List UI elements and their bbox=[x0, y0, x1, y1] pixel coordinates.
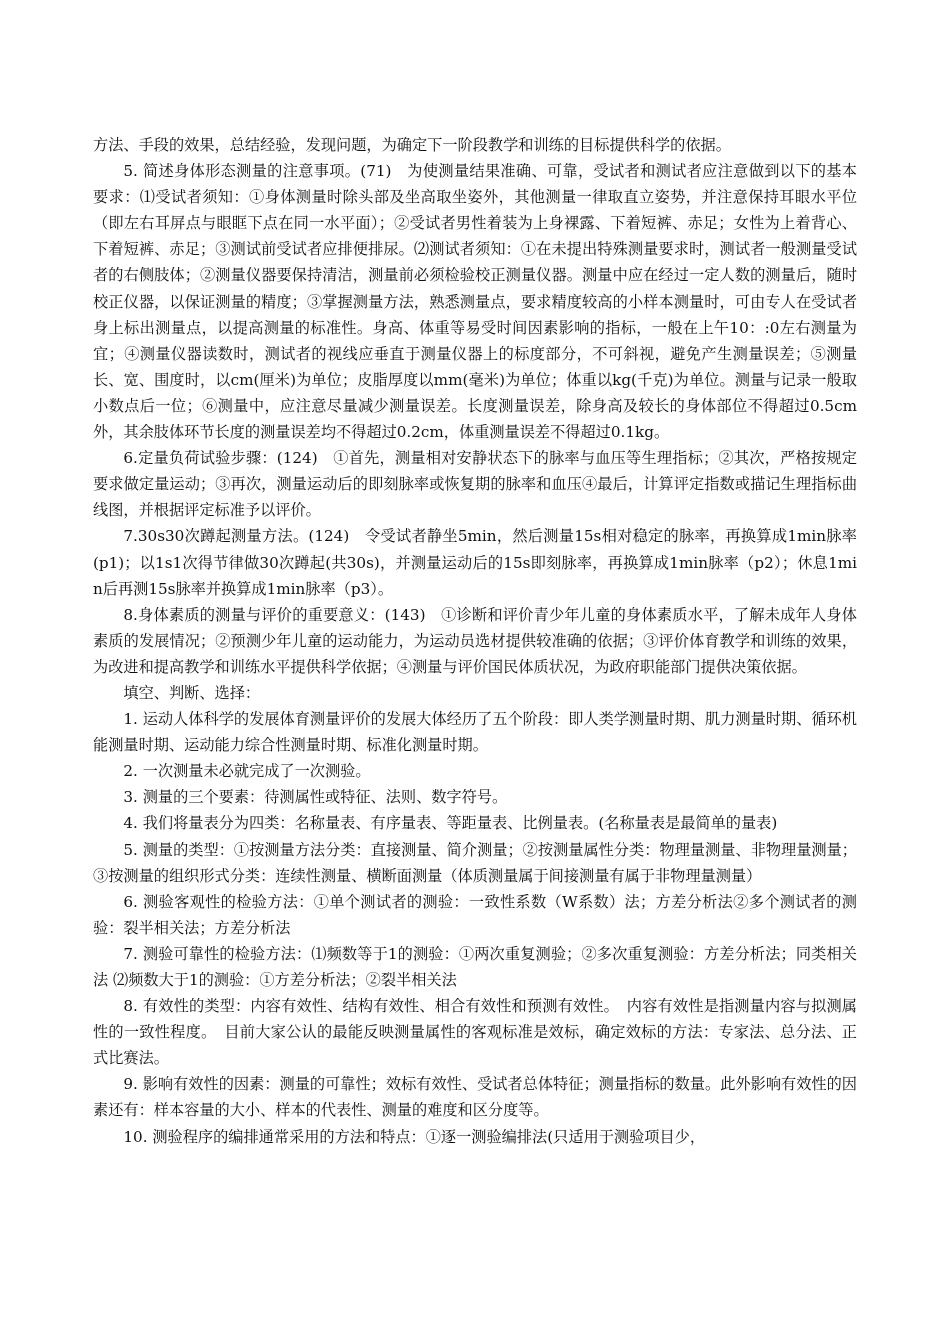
paragraph-q8-fitness-significance: 8.身体素质的测量与评价的重要意义：(143) ①诊断和评价青少年儿童的身体素质水平，了解未成年人身体素质的发展情况；②预测少年儿童的运动能力，为运动员选材提供较准确的依据；③评价体育教学和训练的效果，为改进和提高教学和训练水平提供科学依据；④测量与评价国民体质状况，为政府职能部门提供决策依据。 bbox=[93, 605, 857, 676]
item-3: 3. 测量的三个要素：待测属性或特征、法则、数字符号。 bbox=[123, 788, 508, 807]
item-7: 7. 测验可靠性的检验方法：⑴频数等于1的测验：①两次重复测验；②多次重复测验：方差分析法；同类相关法 ⑵频数大于1的测验：①方差分析法；②裂半相关法 bbox=[93, 944, 857, 989]
paragraph-q5-body-measurement: 5. 简述身体形态测量的注意事项。(71) 为使测量结果准确、可靠，受试者和测试者应注意做到以下的基本要求：⑴受试者须知：①身体测量时除头部及坐高取坐姿外，其他测量一律取直立姿势，并注意保持耳眼水平位（即左右耳屏点与眼眶下点在同一水平面）；②受试者男性着装为上身裸露、下着短裤、赤足；女性为上着背心、下着短裤、赤足；③测试前受试者应排便排尿。⑵测试者须知：①在未提出特殊测量要求时，测试者一般测量受试者的右侧肢体；②测量仪器要保持清洁，测量前必须检验校正测量仪器。测量中应在经过一定人数的测量后，随时校正仪器，以保证测量的精度；③掌握测量方法，熟悉测量点，要求精度较高的小样本测量时，可由专人在受试者身上标出测量点，以提高测量的标准性。身高、体重等易受时间因素影响的指标，一般在上午10：:0左右测量为宜；④测量仪器读数时，测试者的视线应垂直于测量仪器上的标度部分，不可斜视，避免产生测量误差；⑤测量长、宽、围度时，以cm(厘米)为单位；皮脂厚度以mm(毫米)为单位；体重以kg(千克)为单位。测量与记录一般取小数点后一位；⑥测量中，应注意尽量减少测量误差。长度测量误差，除身高及较长的身体部位不得超过0.5cm外，其余肢体环节长度的测量误差均不得超过0.2cm，体重测量误差不得超过0.1kg。 bbox=[93, 162, 857, 442]
item-10: 10. 测验程序的编排通常采用的方法和特点：①逐一测验编排法(只适用于测验项目少， bbox=[123, 1127, 706, 1146]
item-5: 5. 测量的类型：①按测量方法分类：直接测量、简介测量；②按测量属性分类：物理量测量、非物理量测量；③按测量的组织形式分类：连续性测量、横断面测量（体质测量属于间接测量有属于非物理量测量） bbox=[93, 840, 857, 885]
item-6: 6. 测验客观性的检验方法：①单个测试者的测验：一致性系数（W系数）法；方差分析法②多个测试者的测验：裂半相关法；方差分析法 bbox=[93, 892, 857, 937]
paragraph-q6-load-test: 6.定量负荷试验步骤：(124) ①首先，测量相对安静状态下的脉率与血压等生理指标；②其次，严格按规定要求做定量运动；③再次，测量运动后的即刻脉率或恢复期的脉率和血压④最后，计算评定指数或描记生理指标曲线图，并根据评定标准予以评价。 bbox=[93, 449, 857, 520]
item-2: 2. 一次测量未必就完成了一次测验。 bbox=[123, 762, 371, 781]
section-heading-fill-judge-choice: 填空、判断、选择： bbox=[123, 683, 261, 702]
item-1: 1. 运动人体科学的发展体育测量评价的发展大体经历了五个阶段：即人类学测量时期、肌力测量时期、循环机能测量时期、运动能力综合性测量时期、标准化测量时期。 bbox=[93, 710, 857, 755]
document-page bbox=[93, 132, 857, 1150]
paragraph-continuation: 方法、手段的效果，总结经验，发现问题，为确定下一阶段教学和训练的目标提供科学的依据。 bbox=[93, 136, 731, 154]
item-8: 8. 有效性的类型：内容有效性、结构有效性、相合有效性和预测有效性。 内容有效性是指测量内容与拟测属性的一致性程度。 目前大家公认的最能反映测量属性的客观标准是效标，确定效标的方法：专家法、总分法、正式比赛法。 bbox=[93, 997, 857, 1068]
paragraph-q7-squat-test: 7.30s30次蹲起测量方法。(124) 令受试者静坐5min，然后测量15s相对稳定的脉率，再换算成1min脉率(p1)；以1s1次得节律做30次蹲起(共30s)，并测量运动后的15s即刻脉率，再换算成1min脉率（p2）；休息1min后再测15s脉率并换算成1min脉率（p3）。 bbox=[93, 527, 857, 598]
item-4: 4. 我们将量表分为四类：名称量表、有序量表、等距量表、比例量表。(名称量表是最简单的量表) bbox=[123, 814, 778, 833]
item-9: 9. 影响有效性的因素：测量的可靠性；效标有效性、受试者总体特征；测量指标的数量。此外影响有效性的因素还有：样本容量的大小、样本的代表性、测量的难度和区分度等。 bbox=[93, 1075, 857, 1120]
